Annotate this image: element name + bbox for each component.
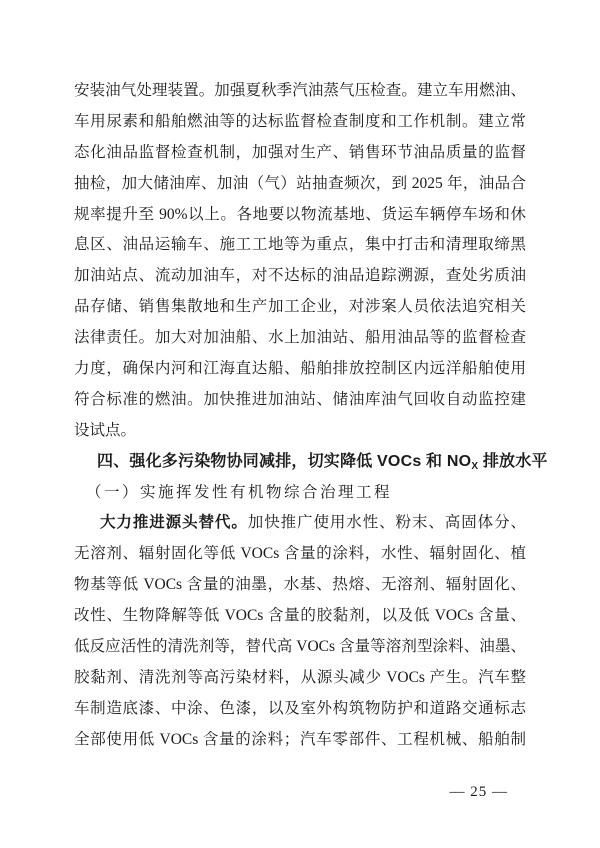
paragraph2-line: 低反应活性的清洗剂等，替代高 VOCs 含量等溶剂型涂料、油墨、 xyxy=(74,638,526,656)
paragraph1-line: 力度，确保内河和江海直达船、船舶排放控制区内远洋船舶使用 xyxy=(74,360,526,378)
section-heading-tail: 排放水平 xyxy=(478,452,548,470)
paragraph1-line: 车用尿素和船舶燃油等的达标监督检查制度和工作机制。建立常 xyxy=(74,112,526,130)
paragraph2-first-line-text: 加快推广使用水性、粉末、高固体分、 xyxy=(247,514,526,532)
section-heading-text: 四、强化多污染物协同减排，切实降低 VOCs 和 NO xyxy=(97,452,472,470)
paragraph1-line: 规率提升至 90%以上。各地要以物流基地、货运车辆停车场和休 xyxy=(74,205,526,223)
paragraph2-line: 无溶剂、辐射固化等低 VOCs 含量的涂料，水性、辐射固化、植 xyxy=(74,545,526,563)
paragraph1-line: 态化油品监督检查机制，加强对生产、销售环节油品质量的监督 xyxy=(74,143,526,161)
paragraph2-line: 物基等低 VOCs 含量的油墨，水基、热熔、无溶剂、辐射固化、 xyxy=(74,576,526,594)
subsection-heading: （一）实施挥发性有机物综合治理工程 xyxy=(86,483,393,501)
paragraph2-line: 车制造底漆、中涂、色漆，以及室外构筑物防护和道路交通标志 xyxy=(74,699,526,717)
paragraph2-line: 改性、生物降解等低 VOCs 含量的胶黏剂，以及低 VOCs 含量、 xyxy=(74,607,526,625)
paragraph1-line: 安装油气处理装置。加强夏秋季汽油蒸气压检查。建立车用燃油、 xyxy=(74,82,526,99)
paragraph2-line: 全部使用低 VOCs 含量的涂料；汽车零部件、工程机械、船舶制 xyxy=(74,730,526,748)
paragraph2-first-line xyxy=(74,508,526,539)
document-body xyxy=(74,76,548,756)
paragraph1-line: 符合标准的燃油。加快推进加油站、储油库油气回收自动监控建 xyxy=(74,390,526,408)
nox-subscript: X xyxy=(471,460,479,472)
paragraph2-lead: 大力推进源头替代。 xyxy=(100,514,248,532)
page-number: — 25 — xyxy=(449,784,508,800)
section-heading xyxy=(74,447,548,478)
paragraph1-line: 品存储、销售集散地和生产加工企业，对涉案人员依法追究相关 xyxy=(74,298,526,316)
paragraph1-line: 息区、油品运输车、施工工地等为重点，集中打击和清理取缔黑 xyxy=(74,236,526,254)
paragraph1-line: 法律责任。加大对加油船、水上加油站、船用油品等的监督检查 xyxy=(74,329,526,347)
paragraph1-line: 加油站点、流动加油车，对不达标的油品追踪溯源，查处劣质油 xyxy=(74,267,526,285)
paragraph1-last-line: 设试点。 xyxy=(74,421,137,439)
paragraph2-line: 胶黏剂、清洗剂等高污染材料，从源头减少 VOCs 产生。汽车整 xyxy=(74,668,526,686)
paragraph1-line: 抽检，加大储油库、加油（气）站抽查频次，到 2025 年，油品合 xyxy=(74,174,526,192)
